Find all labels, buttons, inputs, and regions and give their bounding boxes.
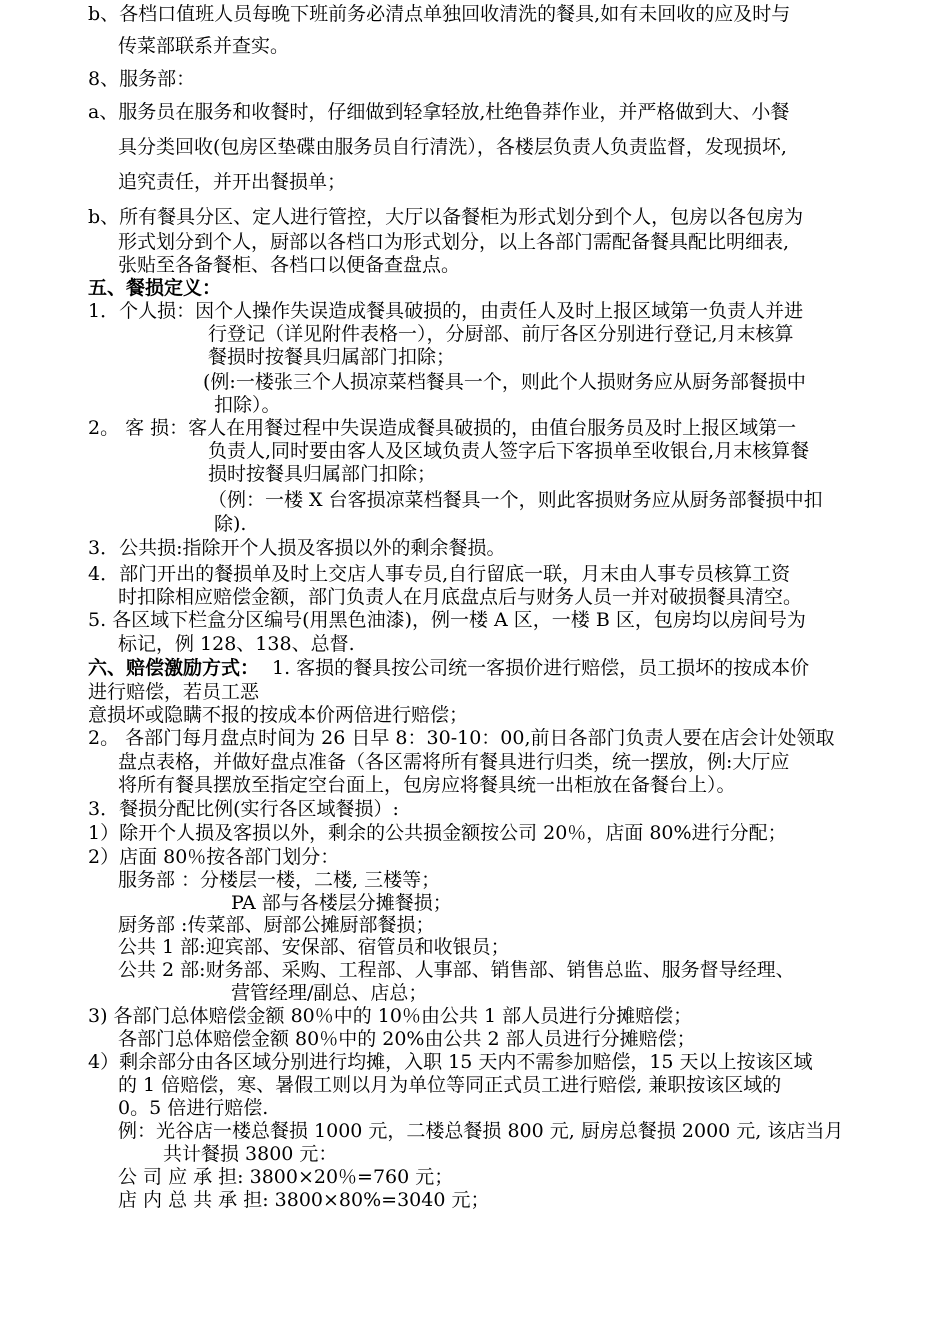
text-line: 1）除开个人损及客损以外，剩余的公共损金额按公司 20％，店面 80%进行分配； [88,822,787,844]
text-line: 负责人,同时要由客人及区域负责人签字后下客损单至收银台,月末核算餐 [208,440,810,462]
section-heading: 五、餐损定义： [88,277,222,299]
text-line: （例：一楼 X 台客损凉菜档餐具一个，则此客损财务应从厨务部餐损中扣 [208,489,823,511]
text-line: 公 司 应 承 担: 3800×20％=760 元； [118,1166,454,1188]
text-line: 行登记（详见附件表格一），分厨部、前厅各区分别进行登记,月末核算 [208,323,794,345]
text-line: 例：光谷店一楼总餐损 1000 元，二楼总餐损 800 元, 厨房总餐损 2000 元, 该店当月 [118,1120,844,1142]
text-line: 共计餐损 3800 元： [163,1143,338,1165]
text-line: 0。5 倍进行赔偿. [118,1097,269,1119]
text-line: 店 内 总 共 承 担: 3800×80%=3040 元； [118,1189,490,1211]
text-line: 餐损时按餐具归属部门扣除； [208,346,456,368]
text-line: 损时按餐具归属部门扣除； [208,463,437,485]
section-heading: 六、赔偿激励方式： [88,657,260,679]
text-line: 3．公共损:指除开个人损及客损以外的剩余餐损。 [88,537,506,559]
text-line: 2）店面 80％按各部门划分： [88,846,340,868]
text-line: 意损坏或隐瞒不报的按成本价两倍进行赔偿； [88,704,469,726]
text-line: 1. 客损的餐具按公司统一客损价进行赔偿，员工损坏的按成本价 [272,657,810,679]
text-line: 3) 各部门总体赔偿金额 80％中的 10％由公共 1 部人员进行分摊赔偿； [88,1005,693,1027]
text-line: 进行赔偿，若员工恶 [88,681,260,703]
text-line: 4．部门开出的餐损单及时上交店人事专员,自行留底一联，月末由人事专员核算工资 [88,563,791,585]
text-line: (例:一楼张三个人损凉菜档餐具一个，则此个人损财务应从厨务部餐损中 [203,371,806,393]
text-line: 公共 2 部:财务部、采购、工程部、人事部、销售部、销售总监、服务督导经理、 [118,959,795,981]
text-line: 服务部 ：分楼层一楼，二楼, 三楼等； [118,869,441,891]
text-line: 具分类回收(包房区垫碟由服务员自行清洗），各楼层负责人负责监督，发现损坏, [118,136,787,158]
text-line: 5. 各区域下栏盒分区编号(用黑色油漆)，例一楼 A 区，一楼 B 区，包房均以房间号为 [88,609,806,631]
text-line: 标记，例 128、138、总督. [118,633,355,655]
text-line: 2。 客 损：客人在用餐过程中失误造成餐具破损的，由值台服务员及时上报区域第一 [88,417,797,439]
text-line: 扣除）。 [214,394,281,416]
text-line: 除). [214,513,247,535]
text-line: 各部门总体赔偿金额 80％中的 20%由公共 2 部人员进行分摊赔偿； [118,1028,696,1050]
text-line: 形式划分到个人，厨部以各档口为形式划分，以上各部门需配备餐具配比明细表, [118,231,790,253]
text-line: 营管经理/副总、店总； [231,982,428,1004]
text-line: 3．餐损分配比例(实行各区域餐损）: [88,798,399,820]
text-line: 盘点表格，并做好盘点准备（各区需将所有餐具进行归类，统一摆放，例:大厅应 [118,751,790,773]
text-line: 追究责任，并开出餐损单； [118,171,347,193]
text-line: 公共 1 部:迎宾部、安保部、宿管员和收银员； [118,936,510,958]
text-line: 时扣除相应赔偿金额，部门负责人在月底盘点后与财务人员一并对破损餐具清空。 [118,586,803,608]
text-line: 4）剩余部分由各区域分别进行均摊，入职 15 天内不需参加赔偿，15 天以上按该区域 [88,1051,813,1073]
text-line: b、各档口值班人员每晚下班前务必清点单独回收清洗的餐具,如有未回收的应及时与 [88,3,791,25]
text-line: 的 1 倍赔偿，寒、暑假工则以月为单位等同正式员工进行赔偿, 兼职按该区域的 [118,1074,782,1096]
text-line: PA 部与各楼层分摊餐损； [231,892,452,914]
text-line: 厨务部 :传菜部、厨部公摊厨部餐损； [118,914,435,936]
text-line: a、服务员在服务和收餐时，仔细做到轻拿轻放,杜绝鲁莽作业，并严格做到大、小餐 [88,101,790,123]
text-line: 2。 各部门每月盘点时间为 26 日早 8：30-10：00,前日各部门负责人要在店会计处领取 [88,727,835,749]
text-line: 将所有餐具摆放至指定空台面上，包房应将餐具统一出柜放在备餐台上）。 [118,774,736,796]
text-line: b、所有餐具分区、定人进行管控，大厅以备餐柜为形式划分到个人，包房以各包房为 [88,206,804,228]
text-line: 传菜部联系并查实。 [118,35,290,57]
text-line: 1．个人损：因个人操作失误造成餐具破损的，由责任人及时上报区域第一负责人并进 [88,300,804,322]
text-line: 8、服务部： [88,68,196,90]
text-line: 张贴至各备餐柜、各档口以便备查盘点。 [118,254,461,276]
